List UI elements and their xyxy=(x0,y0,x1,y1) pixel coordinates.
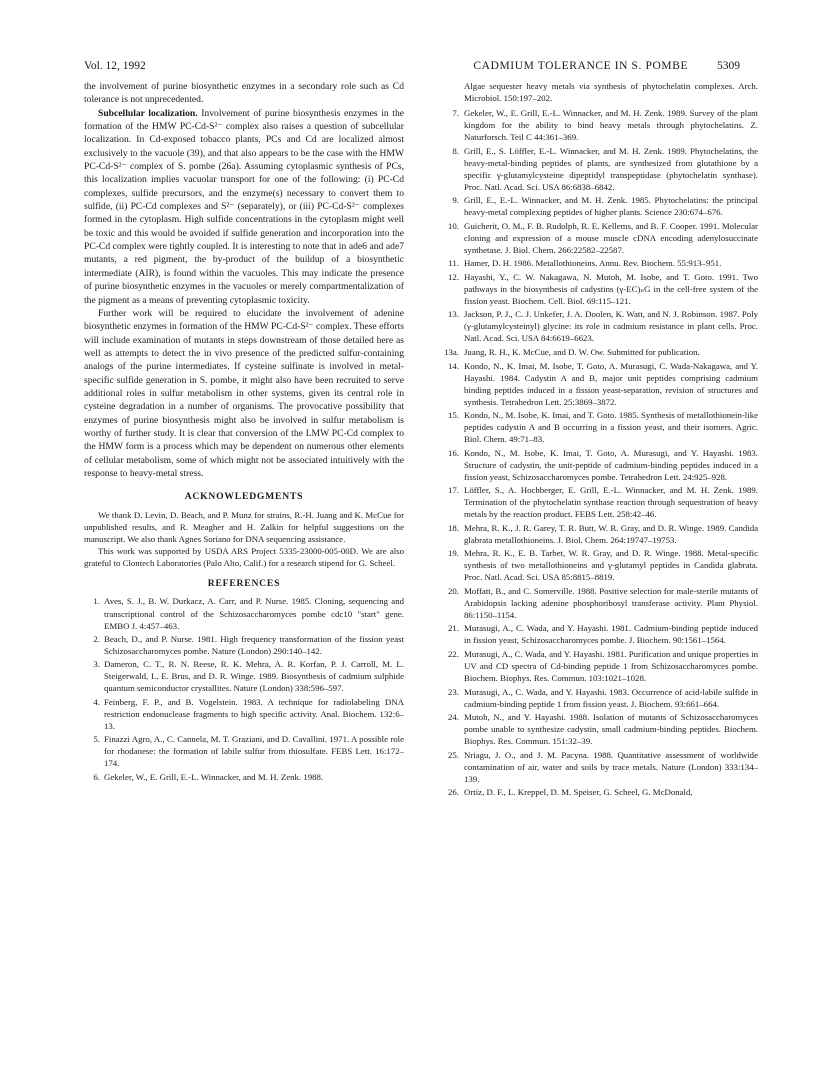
reference-number: 2. xyxy=(93,633,100,644)
reference-item xyxy=(440,361,758,409)
reference-item xyxy=(440,485,758,521)
running-header xyxy=(84,58,740,74)
body-paragraph: Further work will be required to elucidate the involvement of adenine biosynthetic enzymes in formation of the HMW PC-Cd-S²⁻ complex. These efforts will include examination of mutants in steps downstream of those detailed here as well as attempts to detect the in vivo presence of the predicted sulfur-containing analogs of the purine intermediates. If cysteine sulfinate is involved in metal-specific sulfide generation in S. pombe, it might also have been recruited to serve additional roles in sulfur metabolism in other systems, given its central role in cysteine degradation in a number of organisms. The provocative possibility that enzymes of purine biosynthesis might also be involved in sulfur metabolism is worthy of further study. It is clear that conversion of the LMW PC-Cd complex to the HMW form is a process which may be dependent on numerous other elements of cellular metabolism, some of which might not be associated intuitively with the response to heavy-metal stress. xyxy=(84,307,404,479)
reference-continuation: Algae sequester heavy metals via synthesis of phytochelatin complexes. Arch. Microbiol. 150:197–202. xyxy=(464,81,758,104)
reference-number: 26. xyxy=(448,787,459,798)
reference-number: 10. xyxy=(448,220,459,231)
reference-number: 7. xyxy=(452,108,459,119)
reference-text: Murasugi, A., C. Wada, and Y. Hayashi. 1981. Purification and unique properties in UV and CD spectra of Cd-binding peptide 1 from Schizosaccharomyces pombe. Biochem. Biophys. Res. Commun. 103:1021–1028. xyxy=(464,649,758,683)
reference-text: Nriagu, J. O., and J. M. Pacyna. 1988. Quantitative assessment of worldwide contamination of air, water and soils by trace metals. Nature (London) 333:134–139. xyxy=(464,749,758,784)
journal-volume: Vol. 12, 1992 xyxy=(84,60,146,72)
reference-number: 19. xyxy=(448,548,459,559)
reference-number: 18. xyxy=(448,522,459,533)
reference-text: Juang, R. H., K. McCue, and D. W. Ow. Submitted for publication. xyxy=(464,347,700,358)
reference-item xyxy=(84,771,404,783)
paragraph-text: Involvement of purine biosynthesis enzymes in the formation of the HMW PC-Cd-S²⁻ complex also raises a question of subcellular localization. In Cd-exposed tobacco plants, PCs and Cd are localized almost exclusively to the vacuole (39), and that also appears to be the case with the HMW PC-Cd-S²⁻ complex of S. pombe (26a). Assuming cytoplasmic synthesis of PCs, this localization implies vacuolar transport for one of the following: (i) PC-Cd complexes, sulfide precursors, and the enzyme(s) necessary to convert them to sulfide, (ii) PC-Cd complexes and S²⁻ (separately), or (iii) PC-Cd-S²⁻ complexes formed in the cytoplasm. High sulfide concentrations in the cytoplasm might well be toxic and this would be avoided if sulfide generation and incorporation into the PC-Cd complex were tightly coupled. It is interesting to note that in ade6 and ade7 mutants, a red pigment, the by-product of the buildup of a biosynthetic intermediate (AIR), is found within the vacuoles. This may indicate the presence of purine biosynthetic enzymes in the vacuoles or merely compartmentalization of the pigment as a means of preventing cytoplasmic toxicity. xyxy=(84,107,404,306)
references-heading: REFERENCES xyxy=(207,578,281,590)
reference-item xyxy=(440,623,758,647)
reference-item xyxy=(440,221,758,257)
reference-item xyxy=(440,787,758,799)
reference-item xyxy=(440,309,758,345)
reference-text: Jackson, P. J., C. J. Unkefer, J. A. Doolen, K. Watt, and N. J. Robinson. 1987. Poly (γ-glutamylcysteinyl) glycine: its role in cadmium resistance in plant cells. Proc. Natl. Acad. Sci. USA 84:6619–6623. xyxy=(464,309,758,344)
reference-text: Hamer, D. H. 1986. Metallothioneins. Annu. Rev. Biochem. 55:913–951. xyxy=(464,258,722,269)
page-number: 5309 xyxy=(717,60,740,72)
reference-number: 1. xyxy=(93,596,100,607)
reference-item xyxy=(440,258,758,270)
reference-text: Kondo, N., M. Isobe, K. Imai, and T. Goto. 1985. Synthesis of metallothionein-like peptides cadystin A and B occurring in a fission yeast, and their isomers. Agric. Biol. Chem. 49:71–83. xyxy=(464,410,758,445)
reference-item xyxy=(84,696,404,732)
reference-item xyxy=(440,410,758,446)
acknowledgments-section xyxy=(84,509,404,569)
reference-number: 13a. xyxy=(444,347,459,358)
reference-number: 13. xyxy=(448,309,459,320)
reference-text: Mehra, R. K., E. B. Tarbet, W. R. Gray, and D. R. Winge. 1988. Metal-specific synthesis of two metallothioneins and γ-glutamyl peptides in Candida glabrata. Proc. Natl. Acad. Sci. USA 85:8815–8819. xyxy=(464,548,758,583)
reference-text: Hayashi, Y., C. W. Nakagawa, N. Mutoh, M. Isobe, and T. Goto. 1991. Two pathways in the biosynthesis of cadystins (γ-EC)ₙG in the cell-free system of the fission yeast. Biochem. Cell. Biol. 69:115–121. xyxy=(464,271,758,306)
reference-item xyxy=(440,712,758,748)
reference-item xyxy=(84,733,404,769)
reference-text: Kondo, N., M. Isobe, K. Imai, T. Goto, A. Murasugi, and Y. Hayashi. 1983. Structure of cadystin, the unit-peptide of cadmium-binding peptides induced in a fission yeast, Schizosaccharomyces pombe. Tetrahedron Lett. 24:925–928. xyxy=(464,447,758,482)
reference-number: 8. xyxy=(452,145,459,156)
reference-number: 15. xyxy=(448,410,459,421)
reference-text: Finazzi Agro, A., C. Cannela, M. T. Graziani, and D. Cavallini. 1971. A possible role for rhodanese: the formation of labile sulfur from thiosulfate. FEBS Lett. 16:172–174. xyxy=(104,734,404,769)
reference-item xyxy=(440,649,758,685)
reference-number: 20. xyxy=(448,585,459,596)
reference-item xyxy=(84,658,404,694)
reference-number: 14. xyxy=(448,360,459,371)
reference-text: Aves, S. J., B. W. Durkacz, A. Carr, and P. Nurse. 1985. Cloning, sequencing and transcriptional control of the Schizosaccharomyces pombe cdc10 "start" gene. EMBO J. 4:457–463. xyxy=(104,596,404,631)
reference-text: Moffatt, B., and C. Somerville. 1988. Positive selection for male-sterile mutants of Arabidopsis lacking adenine phosphoribosyl transferase activity. Plant Physiol. 86:1150–1154. xyxy=(464,585,758,620)
reference-text: Guicherit, O. M., F. B. Rudolph, R. E. Kellems, and B. F. Cooper. 1991. Molecular cloning and expression of a mouse muscle cDNA encoding adenylosuccinate synthetase. J. Biol. Chem. 266:22582–22587. xyxy=(464,220,758,255)
reference-text: Gekeler, W., E. Grill, E.-L. Winnacker, and M. H. Zenk. 1988. xyxy=(104,771,324,782)
reference-text: Mehra, R. K., J. R. Garey, T. R. Butt, W. R. Gray, and D. R. Winge. 1989. Candida glabrata metallothioneins. J. Biol. Chem. 264:19747–19753. xyxy=(464,522,758,545)
subcellular-localization-paragraph xyxy=(84,107,404,307)
funding-paragraph: This work was supported by USDA ARS Project 5335-23000-005-00D. We are also grateful to Clontech Laboratories (Palo Alto, Calif.) for a research stipend for G. Scheel. xyxy=(84,545,404,569)
reference-number: 22. xyxy=(448,649,459,660)
section-runhead: Subcellular localization. xyxy=(98,107,198,119)
reference-text: Beach, D., and P. Nurse. 1981. High frequency transformation of the fission yeast Schizosaccharomyces pombe. Nature (London) 290:140–142. xyxy=(104,633,404,656)
reference-number: 24. xyxy=(448,712,459,723)
reference-text: Murasugi, A., C. Wada, and Y. Hayashi. 1981. Cadmium-binding peptide induced in fission yeast, Schizosaccharomyces pombe. J. Biochem. 90:1561–1564. xyxy=(464,623,758,646)
reference-text: Murasugi, A., C. Wada, and Y. Hayashi. 1983. Occurrence of acid-labile sulfide in cadmium-binding peptide 1 from fission yeast. J. Biochem. 93:661–664. xyxy=(464,686,758,709)
reference-item xyxy=(440,586,758,622)
reference-number: 21. xyxy=(448,623,459,634)
running-title: CADMIUM TOLERANCE IN S. POMBE xyxy=(473,60,689,72)
reference-number: 12. xyxy=(448,271,459,282)
reference-list-left xyxy=(84,595,404,782)
reference-item xyxy=(440,687,758,711)
reference-text: Feinberg, F. P., and B. Vogelstein. 1983. A technique for radiolabeling DNA restriction endonuclease fragments to high specific activity. Anal. Biochem. 132:6–13. xyxy=(104,696,404,731)
reference-text: Löffler, S., A. Hochberger, E. Grill, E.-L. Winnacker, and M. H. Zenk. 1989. Termination of the phytochelatin synthase reaction through sequestration of heavy metals by the reaction product. FEBS Lett. 258:42–46. xyxy=(464,485,758,520)
body-paragraph: the involvement of purine biosynthetic enzymes in a secondary role such as Cd tolerance is not unprecedented. xyxy=(84,81,404,106)
reference-text: Mutoh, N., and Y. Hayashi. 1988. Isolation of mutants of Schizosaccharomyces pombe unable to synthesize cadystin, small cadmium-binding peptides. Biochem. Biophys. Res. Commun. 151:32–39. xyxy=(464,712,758,747)
reference-item xyxy=(440,195,758,219)
reference-number: 5. xyxy=(93,734,100,745)
reference-text: Grill, E., E.-L. Winnacker, and M. H. Zenk. 1985. Phytochelatins: the principal heavy-metal complexing peptides of higher plants. Science 230:674–676. xyxy=(464,195,758,218)
reference-number: 4. xyxy=(93,696,100,707)
reference-item xyxy=(440,347,758,359)
reference-item xyxy=(440,272,758,308)
reference-item xyxy=(440,448,758,484)
reference-item xyxy=(84,633,404,657)
left-column xyxy=(84,80,404,784)
reference-number: 25. xyxy=(448,749,459,760)
reference-item xyxy=(440,523,758,547)
acknowledgments-heading: ACKNOWLEDGMENTS xyxy=(184,491,304,503)
reference-number: 6. xyxy=(93,771,100,782)
right-column xyxy=(440,80,758,801)
acknowledgments-paragraph: We thank D. Levin, D. Beach, and P. Munz for strains, R.-H. Juang and K. McCue for unpublished results, and R. Meagher and H. Zalkin for helpful suggestions on the manuscript. We also thank Agnes Soriano for DNA sequencing assistance. xyxy=(84,509,404,544)
reference-list-right xyxy=(440,108,758,799)
reference-number: 11. xyxy=(448,258,459,269)
reference-number: 16. xyxy=(448,447,459,458)
reference-number: 9. xyxy=(452,195,459,206)
reference-text: Kondo, N., K. Imai, M. Isobe, T. Goto, A. Murasugi, C. Wada-Nakagawa, and Y. Hayashi. 1984. Cadystin A and B, major unit peptides comprising cadmium binding peptides induced in a fission yeast-separation, revision of structures and synthesis. Tetrahedron Lett. 25:3869–3872. xyxy=(464,360,758,407)
header-right xyxy=(473,58,740,74)
reference-text: Grill, E., S. Löffler, E.-L. Winnacker, and M. H. Zenk. 1989. Phytochelatins, the heavy-metal-binding peptides of plants, are synthesized from glutathione by a specific γ-glutamylcysteine dipeptidyl transpeptidase (phytochelatin synthase). Proc. Natl. Acad. Sci. USA 86:6838–6842. xyxy=(464,145,758,192)
reference-item xyxy=(440,548,758,584)
reference-text: Dameron, C. T., R. N. Reese, R. K. Mehra, A. R. Korfan, P. J. Carroll, M. L. Steigerwald, L. E. Brus, and D. R. Winge. 1989. Biosynthesis of cadmium sulphide quantum semiconductor crystallites. Nature (London) 338:596–597. xyxy=(104,659,404,694)
reference-number: 23. xyxy=(448,686,459,697)
reference-item xyxy=(440,146,758,194)
reference-number: 17. xyxy=(448,485,459,496)
reference-item xyxy=(440,750,758,786)
reference-item xyxy=(440,108,758,144)
reference-text: Ortiz, D. F., L. Kreppel, D. M. Speiser, G. Scheel, G. McDonald, xyxy=(464,787,693,798)
reference-text: Gekeler, W., E. Grill, E.-L. Winnacker, and M. H. Zenk. 1989. Survey of the plant kingdom for the ability to bind heavy metals through phytochelatins. Z. Naturforsch. Teil C 44:361–369. xyxy=(464,108,758,142)
reference-item xyxy=(84,595,404,631)
reference-number: 3. xyxy=(93,659,100,670)
